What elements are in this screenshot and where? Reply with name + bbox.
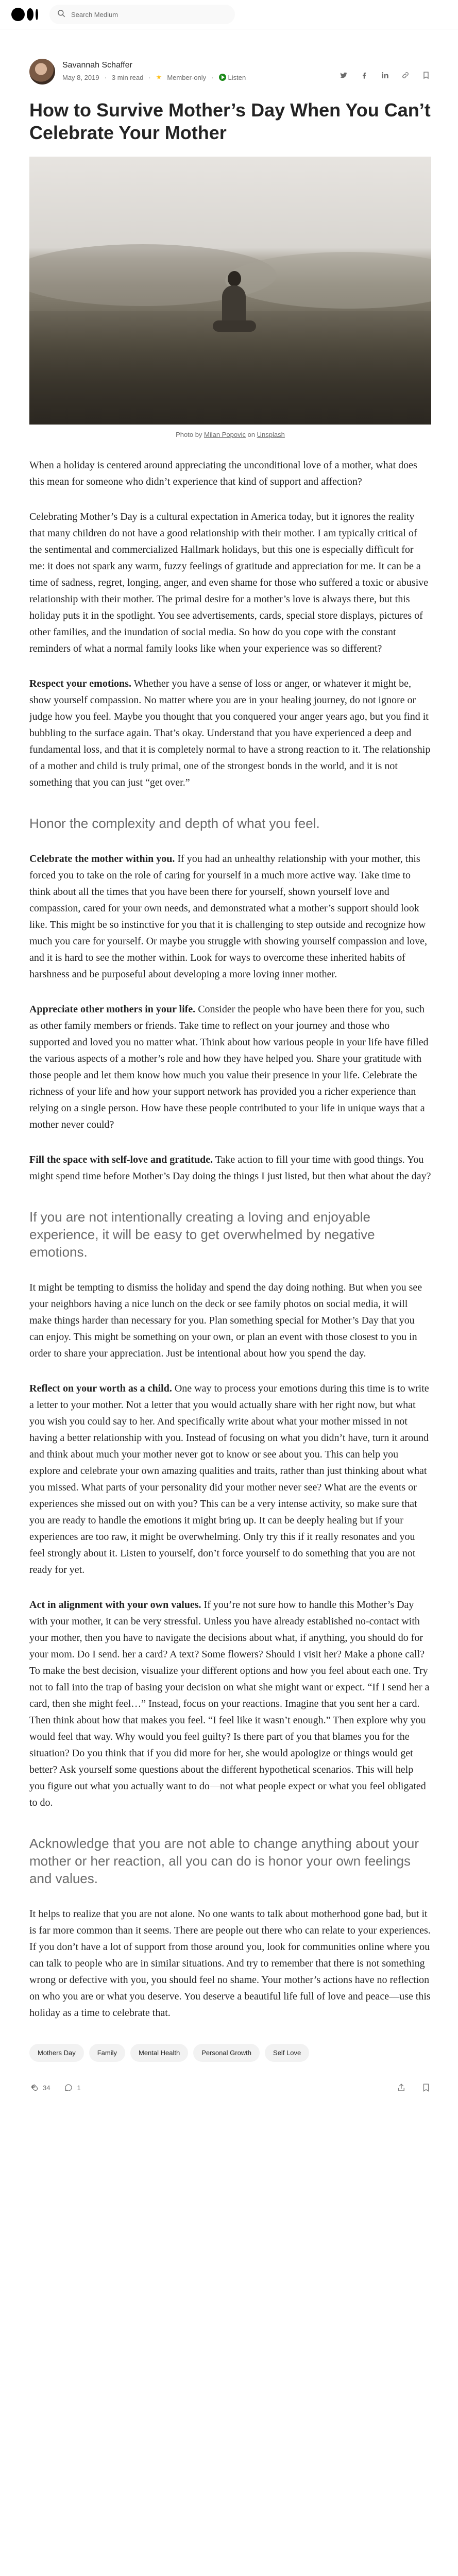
paragraph-text: Consider the people who have been there for you, such as other family members or friends. Take time to reflect on your journey and those who supported and loved you no matter what. Think about how various people in your life have filled the various aspects of a mother’s role and how they have helped you. Share your gratitude with those people and let them know how much you value their presence in your life. Celebrate the richness of your life and how your support network has provided you a richer experience than relying on a single person. How have these people contributed to your life in unique ways that a mother never could? bbox=[29, 1004, 429, 1130]
paragraph-closing: It helps to realize that you are not alone. No one wants to talk about motherhood gone bad, but it is far more common than it seems. There are people out there who can relate to your experiences. If you don’t have a lot of support from those around you, look for communities online where you can talk to people who are in similar situations. And try to remember that there is not something wrong or defective with you, you should feel no shame. Your mother’s actions have no reflection on who you are or what you deserve. You deserve a beautiful life full of love and peace—use this holiday as a time to celebrate that. bbox=[29, 1908, 431, 2019]
section-heading: Respect your emotions. bbox=[29, 678, 131, 689]
paragraph-reflect-worth bbox=[29, 1380, 431, 1578]
hero-figure bbox=[29, 157, 431, 438]
hero-image bbox=[29, 157, 431, 425]
search-bar[interactable] bbox=[49, 5, 235, 24]
search-icon bbox=[57, 9, 66, 21]
paragraph-text: If you’re not sure how to handle this Mother’s Day with your mother, it can be very stressful. Unless you have already established no-contact with your mother, then you have to navigate the decisions about what, if anything, you should do for your mom. Do I send. her a card? A text? Some flowers? Should I visit her? Make a phone call? To make the best decision, visualize your different options and how you feel about each one. Try not to fall into the trap of basing your decision on what she might want or expect. “If I send her a card, then she might feel…” Instead, focus on your reactions. Imagine that you sent her a card. Then think about how that makes you feel. “I feel like it wasn’t enough.” Then explore why you would feel that way. Why would you feel guilty? Is there part of you that blames you for the situation? Do you think that if you did more for her, she would apologize or things would get better? Ask yourself some questions about the different hypothetical scenarios. This will help you figure out what you actually want to do—not what people expect or what you feel obligated to do. bbox=[29, 1599, 430, 1808]
paragraph-text: One way to process your emotions during this time is to write a letter to your mother. Not a letter that you would actually share with her right now, but what you wish you could say to her. And specifically write about what your mother missed in not having a better relationship with you. Instead of focusing on what you didn’t have, turn it around and think about much your mother never got to know or see about you. This can help you explore and celebrate your own amazing qualities and traits, rather than just thinking about what you missed. What parts of your personality did your mother never see? What are the events or experiences she missed out on with you? This can be a very intense activity, so make sure that you are ready to handle the emotions it might bring up. It can be deeply healing but if your experiences are too raw, it might be overwhelming. Only try this if it really resonates and you feel strongly about it. Listen to yourself, don’t force yourself to do something that you are not ready for yet. bbox=[29, 1383, 429, 1575]
meta-dot: · bbox=[148, 73, 151, 81]
section-heading: Appreciate other mothers in your life. bbox=[29, 1004, 196, 1015]
avatar[interactable] bbox=[29, 59, 55, 84]
tag-list bbox=[29, 2044, 431, 2062]
paragraph-context: Celebrating Mother’s Day is a cultural expectation in America today, but it ignores the reality that many children do not have a good relationship with their mother. I am typically critical of the sentimental and commercialized Hallmark holidays, but this one is especially difficult for me: it does not spark any warm, fuzzy feelings of gratitude and appreciation for me. It can be a time of sadness, regret, longing, anger, and even shame for those who suffered a toxic or abusive relationship with their mother. The primal desire for a mother’s love is always there, but this holiday puts it in the spotlight. You see advertisements, cards, special store displays, pictures of other families, and the inundation of social media. So how do you cope with the constant reminders of what a normal family looks like when your experience was so different? bbox=[29, 511, 429, 654]
pull-quote: Acknowledge that you are not able to change anything about your mother or her reaction, all you can do is honor your own feelings and values. bbox=[29, 1836, 419, 1886]
listen-label: Listen bbox=[228, 73, 246, 81]
action-row-right bbox=[396, 2082, 431, 2093]
tag-self-love[interactable]: Self Love bbox=[265, 2044, 309, 2062]
article-actions bbox=[29, 2082, 431, 2093]
clap-icon[interactable] bbox=[29, 2082, 40, 2093]
share-icon[interactable] bbox=[396, 2082, 406, 2093]
pull-quote: Honor the complexity and depth of what you feel. bbox=[29, 816, 320, 831]
linkedin-icon[interactable] bbox=[380, 70, 390, 80]
logo-circle-small bbox=[36, 9, 38, 20]
read-time: 3 min read bbox=[111, 73, 144, 81]
logo-circle-medium bbox=[27, 8, 33, 21]
copy-link-icon[interactable] bbox=[400, 70, 411, 80]
author-name[interactable]: Savannah Schaffer bbox=[62, 61, 132, 70]
section-heading: Reflect on your worth as a child. bbox=[29, 1383, 172, 1394]
section-heading: Fill the space with self-love and gratitude. bbox=[29, 1154, 213, 1165]
clap-count: 34 bbox=[43, 2083, 50, 2092]
pull-quote: If you are not intentionally creating a loving and enjoyable experience, it will be easy to get overwhelmed by negative emotions. bbox=[29, 1209, 375, 1260]
tag-personal-growth[interactable]: Personal Growth bbox=[193, 2044, 260, 2062]
bookmark-icon[interactable] bbox=[421, 70, 431, 80]
publish-date: May 8, 2019 bbox=[62, 73, 99, 81]
article-body bbox=[29, 457, 431, 2021]
logo-circle-large bbox=[11, 8, 25, 21]
meta-dot: · bbox=[104, 73, 107, 81]
hero-person-base bbox=[213, 320, 256, 332]
paragraph-respect-emotions bbox=[29, 675, 431, 791]
paragraph-self-love bbox=[29, 1151, 431, 1184]
meta-dot: · bbox=[211, 73, 214, 81]
paragraph-other-mothers bbox=[29, 1001, 431, 1133]
caption-prefix: Photo by bbox=[176, 431, 205, 438]
paragraph-mother-within bbox=[29, 851, 431, 982]
tag-family[interactable]: Family bbox=[89, 2044, 125, 2062]
section-heading: Act in alignment with your own values. bbox=[29, 1599, 201, 1611]
response-count: 1 bbox=[77, 2083, 81, 2092]
paragraph-text: Whether you have a sense of loss or anger, or whatever it might be, show yourself compassion. No matter where you are in your healing journey, do not ignore or judge how you feel. Maybe you thought that you conquered your anger years ago, but you find it bubbling to the surface again. That’s okay. Understand that you have experienced a deep and fundamental loss, and that it is completely normal to have a strong reaction to it. The relationship of a mother and child is truly primal, one of the strongest bonds in the world, and it is not something that you can just “get over.” bbox=[29, 678, 431, 788]
paragraph-text: Take action to fill your time with good things. You might spend time before Mother’s Day doing the things I just listed, but then what about the day? bbox=[29, 1154, 431, 1182]
author-info bbox=[62, 59, 246, 81]
listen-button[interactable] bbox=[219, 74, 246, 81]
member-star-icon: ★ bbox=[156, 73, 162, 81]
article-column bbox=[29, 59, 431, 2093]
section-heading: Celebrate the mother within you. bbox=[29, 853, 175, 865]
tag-mental-health[interactable]: Mental Health bbox=[130, 2044, 188, 2062]
author-row bbox=[29, 59, 431, 84]
image-caption bbox=[29, 431, 431, 438]
search-input[interactable]: Search Medium bbox=[71, 10, 118, 19]
play-icon bbox=[219, 74, 226, 81]
tag-mothers-day[interactable]: Mothers Day bbox=[29, 2044, 84, 2062]
comment-icon[interactable] bbox=[63, 2082, 74, 2093]
top-nav bbox=[0, 0, 458, 29]
share-icons bbox=[338, 70, 431, 80]
hero-person-head bbox=[228, 271, 241, 286]
article-meta bbox=[62, 73, 246, 81]
clap-group[interactable] bbox=[29, 2082, 50, 2093]
paragraph-plan: It might be tempting to dismiss the holiday and spend the day doing nothing. But when you see your neighbors having a nice lunch on the deck or see family photos on social media, it will make things harder than necessary for you. Plan something special for Mother’s Day that you can enjoy. This might be something on your own, or plan an event with those closest to you in order to share your appreciation. Just be intentional about how you spend the day. bbox=[29, 1282, 422, 1359]
bookmark-icon[interactable] bbox=[421, 2082, 431, 2093]
member-only-label: Member-only bbox=[167, 73, 207, 81]
twitter-icon[interactable] bbox=[338, 70, 349, 80]
caption-author-link[interactable]: Milan Popovic bbox=[204, 431, 246, 438]
paragraph-values bbox=[29, 1597, 431, 1811]
medium-logo[interactable] bbox=[11, 8, 38, 21]
article-title: How to Survive Mother’s Day When You Can’t Celebrate Your Mother bbox=[29, 99, 431, 143]
caption-on: on bbox=[245, 431, 257, 438]
response-group[interactable] bbox=[63, 2082, 80, 2093]
caption-site-link[interactable]: Unsplash bbox=[257, 431, 285, 438]
facebook-icon[interactable] bbox=[359, 70, 369, 80]
paragraph-intro: When a holiday is centered around appreciating the unconditional love of a mother, what does this mean for someone who didn’t experience that kind of support and affection? bbox=[29, 460, 417, 487]
paragraph-text: If you had an unhealthy relationship with your mother, this forced you to take on the role of caring for yourself in a much more active way. Take time to think about all the times that you have been there for yourself, shown yourself love and compassion, cared for your own needs, and demonstrated what a mother’s support should look like. This might be so instinctive for you that it is challenging to step outside and recognize how much you care for yourself. Or maybe you struggle with showing yourself compassion and love, and it is hard to see the mother within. Look for ways to overcome these inherited habits of harshness and be purposeful about developing a more loving inner mother. bbox=[29, 853, 428, 980]
